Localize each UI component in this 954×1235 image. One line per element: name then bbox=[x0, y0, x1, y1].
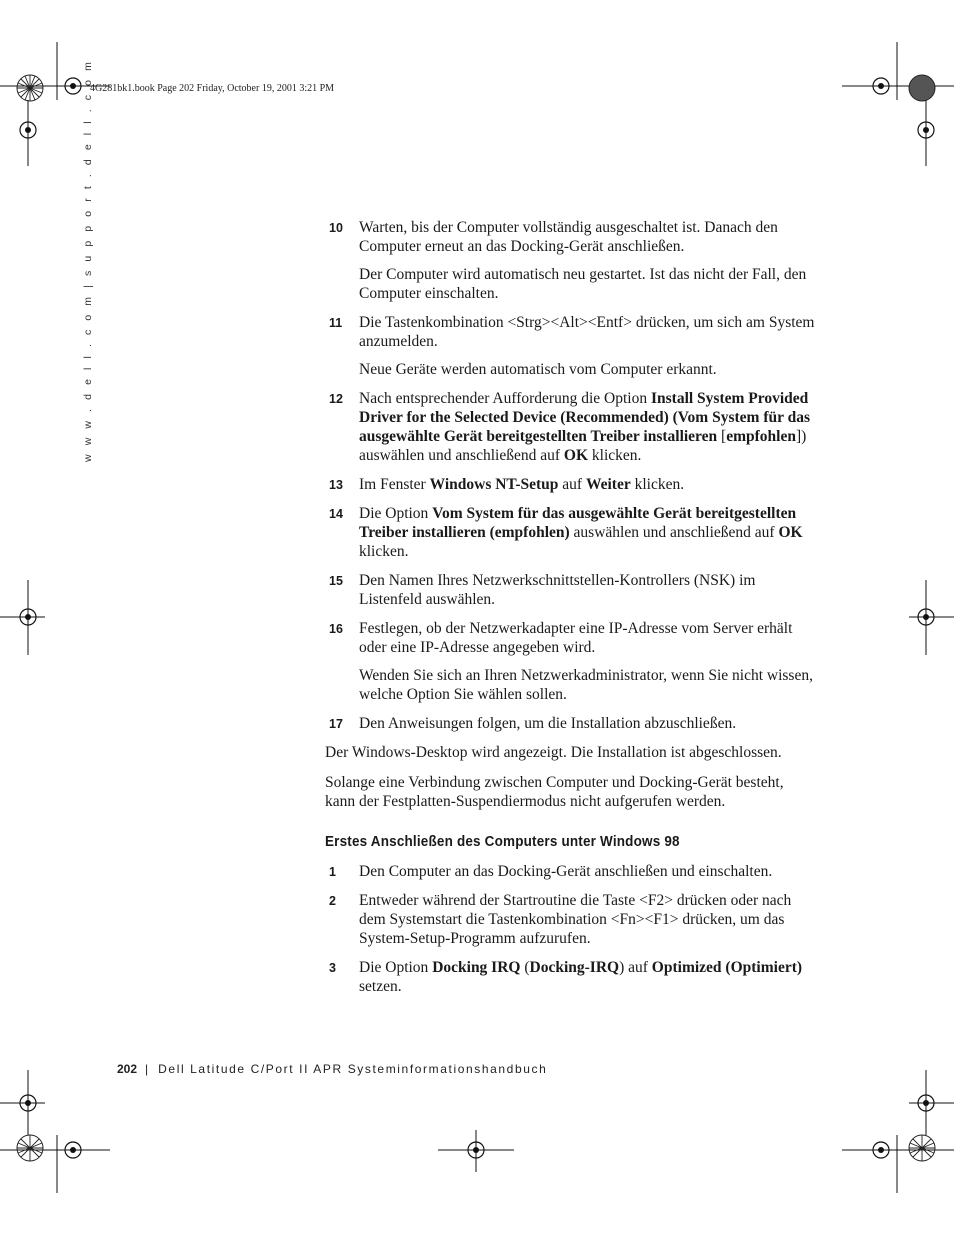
step-3 bbox=[325, 958, 817, 996]
step-text bbox=[359, 475, 817, 494]
step-number: 11 bbox=[329, 316, 343, 330]
step-number: 3 bbox=[329, 961, 336, 975]
text-run: klicken. bbox=[588, 447, 642, 464]
step-text: Warten, bis der Computer vollständig ausgeschaltet ist. Danach den Computer erneut an das Docking-Gerät anschließen. bbox=[359, 219, 778, 255]
step-note: Neue Geräte werden automatisch vom Computer erkannt. bbox=[359, 361, 717, 378]
step-17 bbox=[325, 714, 817, 733]
page-footer bbox=[117, 1062, 547, 1076]
footer-separator: | bbox=[145, 1062, 149, 1076]
step-note: Der Computer wird automatisch neu gestartet. Ist das nicht der Fall, den Computer einschalten. bbox=[359, 266, 807, 302]
button-name: OK bbox=[778, 524, 803, 541]
text-run: klicken. bbox=[359, 543, 409, 560]
option-name: Docking-IRQ bbox=[529, 959, 620, 976]
option-name: Docking IRQ bbox=[432, 959, 521, 976]
text-run: auf bbox=[558, 476, 586, 493]
step-text: Entweder während der Startroutine die Taste <F2> drücken oder nach dem Systemstart die Tastenkombination <Fn><F1> drücken, um das System-Setup-Programm aufzurufen. bbox=[359, 892, 792, 947]
step-text bbox=[359, 958, 817, 996]
step-12 bbox=[325, 389, 817, 465]
step-number: 15 bbox=[329, 574, 343, 588]
step-text: Den Anweisungen folgen, um die Installation abzuschließen. bbox=[359, 715, 737, 732]
option-name: Vom System für das ausgewählte Gerät bereitgestellten Treiber installieren (empfohlen) bbox=[359, 505, 797, 541]
step-text bbox=[359, 389, 817, 465]
step-13 bbox=[325, 475, 817, 494]
page-content bbox=[325, 218, 817, 1006]
step-text: Den Computer an das Docking-Gerät anschließen und einschalten. bbox=[359, 863, 773, 880]
step-text bbox=[359, 504, 817, 561]
step-number: 13 bbox=[329, 478, 343, 492]
step-11 bbox=[325, 313, 817, 379]
step-1 bbox=[325, 862, 817, 881]
step-number: 16 bbox=[329, 622, 343, 636]
step-number: 17 bbox=[329, 717, 343, 731]
page-number: 202 bbox=[117, 1062, 138, 1076]
print-header: 4G281bk1.book Page 202 Friday, October 19, 2001 3:21 PM bbox=[90, 83, 335, 94]
step-number: 12 bbox=[329, 392, 343, 406]
book-title: Dell Latitude C/Port II APR Systeminformationshandbuch bbox=[158, 1062, 548, 1076]
button-name: Weiter bbox=[585, 476, 631, 493]
side-url: w w w . d e l l . c o m | s u p p o r t . d e l l . c o m bbox=[82, 59, 94, 462]
step-16 bbox=[325, 619, 817, 704]
paragraph-desktop: Der Windows-Desktop wird angezeigt. Die Installation ist abgeschlossen. bbox=[325, 744, 782, 761]
text-run: setzen. bbox=[359, 978, 402, 995]
step-text: Festlegen, ob der Netzwerkadapter eine IP-Adresse vom Server erhält oder eine IP-Adresse angegeben wird. bbox=[359, 620, 793, 656]
text-run: auswählen und anschließend auf bbox=[569, 524, 779, 541]
text-run: [ bbox=[717, 428, 727, 445]
step-15 bbox=[325, 571, 817, 609]
step-text: Die Tastenkombination <Strg><Alt><Entf> drücken, um sich am System anzumelden. bbox=[359, 314, 815, 350]
text-run: Nach entsprechender Aufforderung die Option bbox=[359, 390, 651, 407]
button-name: OK bbox=[563, 447, 589, 464]
option-name: Install System Provided Driver for the Selected Device (Recommended) (Vom System für das ausgewählte Gerät bereitgestellten Treiber installieren bbox=[359, 390, 810, 445]
text-run: Die Option bbox=[359, 505, 433, 522]
step-2 bbox=[325, 891, 817, 948]
step-number: 10 bbox=[329, 221, 343, 235]
option-name: empfohlen bbox=[726, 428, 796, 445]
step-number: 1 bbox=[329, 865, 336, 879]
text-run: Im Fenster bbox=[359, 476, 430, 493]
text-run: ( bbox=[520, 959, 530, 976]
step-number: 2 bbox=[329, 894, 336, 908]
step-10 bbox=[325, 218, 817, 303]
text-run: ]) auswählen und anschließend auf bbox=[359, 428, 807, 464]
paragraph-suspend: Solange eine Verbindung zwischen Computer und Docking-Gerät besteht, kann der Festplatten-Suspendiermodus nicht aufgerufen werden. bbox=[325, 774, 784, 810]
window-name: Windows NT-Setup bbox=[429, 476, 559, 493]
text-run: ) auf bbox=[619, 959, 652, 976]
step-text: Den Namen Ihres Netzwerkschnittstellen-Kontrollers (NSK) im Listenfeld auswählen. bbox=[359, 572, 756, 608]
section-heading: Erstes Anschließen des Computers unter Windows 98 bbox=[325, 834, 680, 850]
step-number: 14 bbox=[329, 507, 343, 521]
text-run: Die Option bbox=[359, 959, 433, 976]
option-value: Optimized (Optimiert) bbox=[651, 959, 803, 976]
text-run: klicken. bbox=[630, 476, 685, 493]
step-14 bbox=[325, 504, 817, 561]
step-note: Wenden Sie sich an Ihren Netzwerkadministrator, wenn Sie nicht wissen, welche Option Sie wählen sollen. bbox=[359, 667, 813, 703]
